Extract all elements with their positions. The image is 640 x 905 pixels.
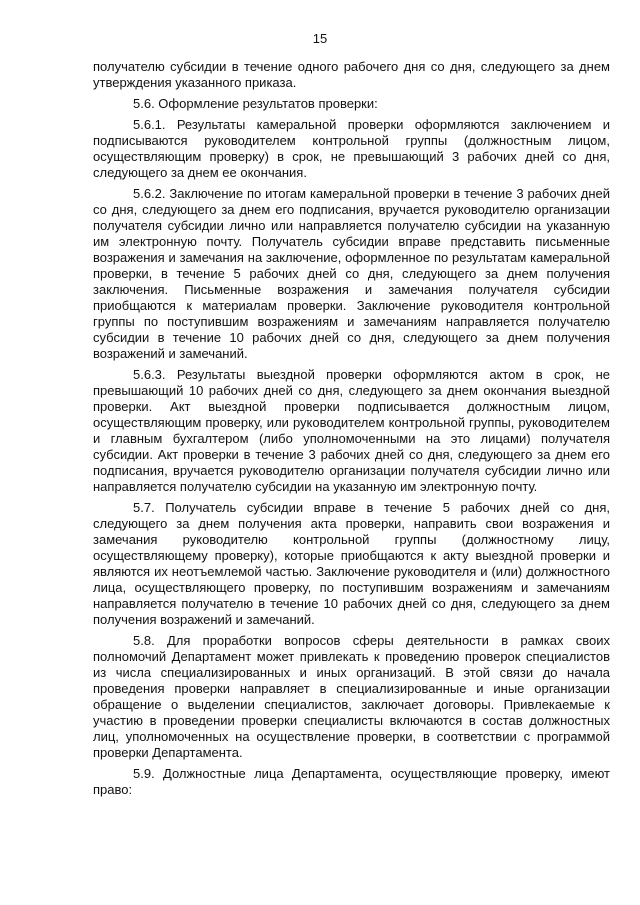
paragraph-5-6-1: 5.6.1. Результаты камеральной проверки оформляются заключением и подписываются руководителем контрольной группы (должностным лицом, осуществляющим проверку) в срок, не превышающий 3 рабочих дней со дня, следующего за днем ее окончания. (93, 117, 610, 180)
document-body (93, 59, 610, 803)
page-number: 15 (312, 31, 328, 46)
paragraph-5-9: 5.9. Должностные лица Департамента, осуществляющие проверку, имеют право: (93, 766, 610, 797)
paragraph-5-6: 5.6. Оформление результатов проверки: (133, 96, 378, 111)
paragraph-5-6-2: 5.6.2. Заключение по итогам камеральной проверки в течение 3 рабочих дней со дня, следующего за днем его подписания, вручается руководителю организации получателя субсидии лично или направляется получателю субсидии на указанную им электронную почту. Получатель субсидии вправе представить письменные возражения и замечания на заключение, оформленное по результатам камеральной проверки, в течение 5 рабочих дней со дня, следующего за днем получения заключения. Письменные возражения и замечания получателя субсидии приобщаются к материалам проверки. Заключение руководителя контрольной группы по поступившим возражениям и замечаниям направляется получателю субсидии в течение 10 рабочих дней со дня, следующего за днем получения возражений и замечаний. (93, 186, 610, 361)
paragraph-5-8: 5.8. Для проработки вопросов сферы деятельности в рамках своих полномочий Департамент может привлекать к проведению проверок специалистов из числа специализированных и иных организаций. В этой связи до начала проведения проверки направляет в специализированные и иные организации обращение о выделении специалистов, заключает договоры. Привлекаемые к участию в проведении проверки специалисты включаются в состав должностных лиц, уполномоченных на осуществление проверки, в соответствии с программой проверки Департамента. (93, 633, 610, 760)
paragraph-5-7: 5.7. Получатель субсидии вправе в течение 5 рабочих дней со дня, следующего за днем получения акта проверки, направить свои возражения и замечания руководителю контрольной группы (должностному лицу, осуществляющему проверку), которые приобщаются к акту выездной проверки и являются их неотъемлемой частью. Заключение руководителя и (или) должностного лица, осуществляющего проверку, по поступившим возражениям и замечаниям направляется получателю в течение 10 рабочих дней со дня, следующего за днем получения возражений и замечаний. (93, 500, 610, 627)
paragraph-continuation: получателю субсидии в течение одного рабочего дня со дня, следующего за днем утверждения указанного приказа. (93, 59, 610, 90)
paragraph-5-6-3: 5.6.3. Результаты выездной проверки оформляются актом в срок, не превышающий 10 рабочих дней со дня, следующего за днем окончания выездной проверки. Акт выездной проверки подписывается должностным лицом, осуществляющим проверку, или руководителем контрольной группы, руководителем и главным бухгалтером (либо уполномоченными на это лицами) получателя субсидии. Акт проверки в течение 3 рабочих дней со дня, следующего за днем его подписания, вручается руководителю организации получателя субсидии лично или направляется получателю субсидии на указанную им электронную почту. (93, 367, 610, 494)
